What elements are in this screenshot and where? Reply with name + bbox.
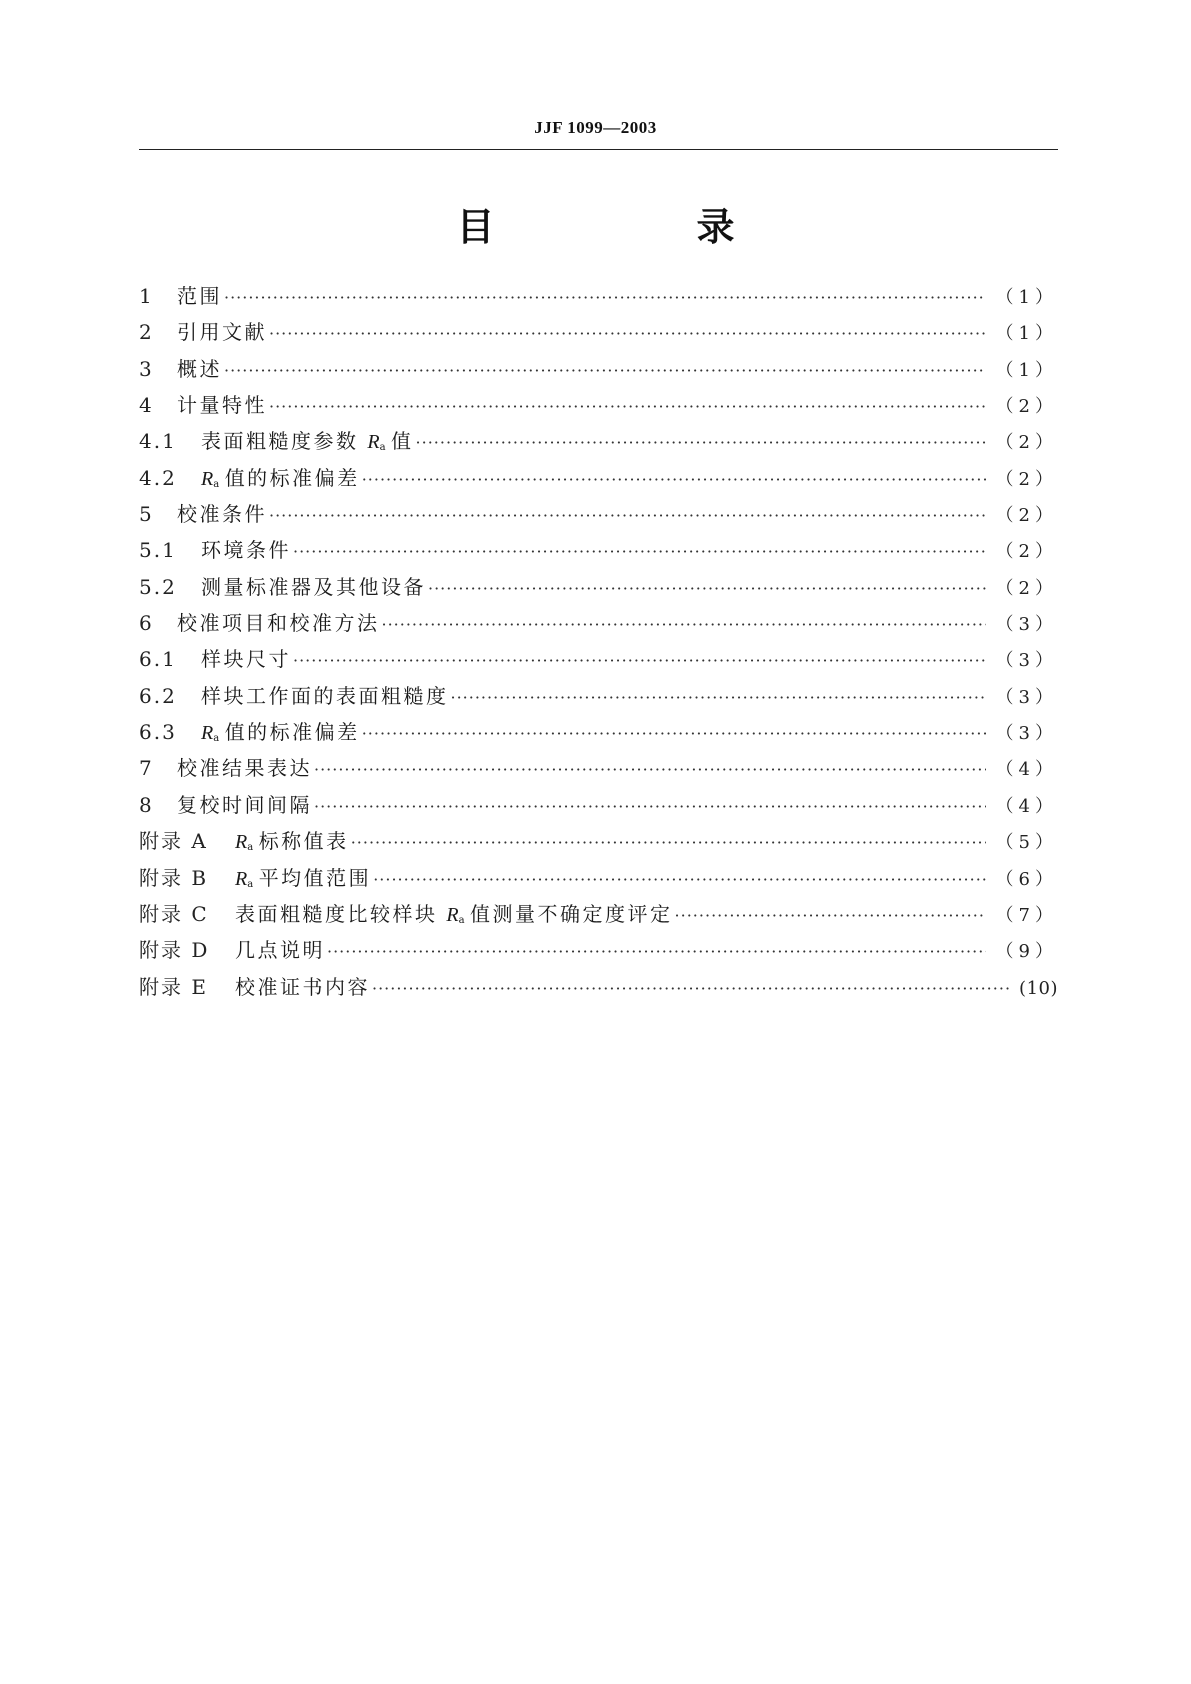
toc-entry-number: 4.2 (139, 465, 177, 490)
toc-entry-number: 5.2 (139, 574, 177, 599)
ra-symbol: R (235, 831, 248, 854)
toc-entry[interactable] (139, 351, 1058, 387)
toc-entry[interactable] (139, 460, 1058, 496)
toc-entry-title: $R_a$ 值的标准偏差 (201, 720, 360, 745)
toc-entry-number: 附录 C (139, 901, 209, 926)
toc-entry[interactable] (139, 678, 1058, 714)
toc-entry-number: 6.3 (139, 720, 177, 745)
toc-entry-number: 8 (139, 792, 154, 817)
ra-symbol: R (201, 722, 214, 745)
toc-entry-page: （2） (995, 468, 1058, 490)
toc-leader-dots (314, 752, 986, 788)
toc-leader-dots (373, 862, 985, 898)
toc-entry-number: 附录 B (139, 865, 209, 890)
toc-entry-page: （7） (995, 904, 1058, 926)
toc-entry-page: （2） (995, 432, 1058, 454)
ra-symbol: R (235, 867, 248, 890)
toc-entry-number: 附录 A (139, 829, 208, 854)
toc-entry-title: 校准项目和校准方法 (177, 611, 380, 636)
toc-entry-title: $R_a$ 值的标准偏差 (201, 465, 360, 490)
toc-entry-title: 表面粗糙度比较样块 $R_a$ 值测量不确定度评定 (235, 901, 673, 926)
toc-entry[interactable] (139, 714, 1058, 750)
toc-entry-page: （3） (995, 686, 1058, 708)
toc-entry[interactable] (139, 605, 1058, 641)
header-rule (139, 149, 1058, 150)
toc-entry-page: （4） (995, 759, 1058, 781)
toc-entry-title: 计量特性 (177, 393, 267, 418)
toc-entry-number: 6.1 (139, 647, 177, 672)
toc-entry-title: 环境条件 (201, 538, 291, 563)
toc-leader-dots (351, 825, 986, 861)
toc-entry[interactable] (139, 278, 1058, 314)
toc-entry-number: 附录 E (139, 974, 208, 999)
toc-entry-title: $R_a$ 标称值表 (235, 829, 349, 854)
toc-entry-number: 4 (139, 393, 154, 418)
toc-entry-number: 4.1 (139, 429, 177, 454)
ra-symbol: R (446, 903, 459, 926)
toc-entry[interactable] (139, 532, 1058, 568)
toc-entry[interactable] (139, 314, 1058, 350)
toc-leader-dots (269, 498, 986, 534)
toc-entry[interactable] (139, 750, 1058, 786)
toc-entry-page: （5） (995, 832, 1058, 854)
toc-entry-page: （1） (995, 359, 1058, 381)
toc-entry-title: 样块工作面的表面粗糙度 (201, 683, 449, 708)
toc-entry[interactable] (139, 823, 1058, 859)
toc-entry-title: 引用文献 (177, 320, 267, 345)
toc-entry-page: （9） (995, 941, 1058, 963)
toc-entry-number: 7 (139, 756, 154, 781)
toc-entry-number: 6 (139, 611, 154, 636)
ra-symbol: R (367, 431, 380, 454)
toc-leader-dots (269, 389, 986, 425)
toc-entry[interactable] (139, 932, 1058, 968)
toc-entry-title: 样块尺寸 (201, 647, 291, 672)
toc-entry-number: 3 (139, 356, 154, 381)
toc-leader-dots (372, 971, 1009, 1007)
toc-entry-title: $R_a$ 平均值范围 (235, 865, 372, 890)
toc-leader-dots (224, 353, 986, 389)
toc-entry-number: 6.2 (139, 683, 177, 708)
toc-leader-dots (675, 898, 986, 934)
toc-entry-page: （4） (995, 795, 1058, 817)
toc-entry-page: （6） (995, 868, 1058, 890)
table-of-contents (139, 278, 1058, 1005)
toc-entry-title: 复校时间间隔 (177, 792, 312, 817)
toc-leader-dots (382, 607, 986, 643)
toc-entry-title: 校准证书内容 (235, 974, 370, 999)
toc-leader-dots (362, 716, 986, 752)
toc-entry-number: 2 (139, 320, 154, 345)
toc-entry-title: 校准条件 (177, 502, 267, 527)
toc-leader-dots (416, 425, 986, 461)
toc-entry-page: （2） (995, 541, 1058, 563)
toc-entry-title: 校准结果表达 (177, 756, 312, 781)
toc-entry-page: （2） (995, 505, 1058, 527)
ra-symbol: R (201, 467, 214, 490)
toc-entry-page: (10) (1019, 977, 1058, 999)
toc-entry[interactable] (139, 423, 1058, 459)
toc-entry-page: （1） (995, 287, 1058, 308)
toc-leader-dots (269, 316, 986, 352)
toc-entry[interactable] (139, 496, 1058, 532)
toc-entry-title: 范围 (177, 284, 222, 308)
toc-leader-dots (293, 534, 986, 570)
toc-entry[interactable] (139, 387, 1058, 423)
toc-entry-number: 附录 D (139, 938, 210, 963)
toc-entry[interactable] (139, 896, 1058, 932)
toc-entry[interactable] (139, 969, 1058, 1005)
toc-entry-page: （3） (995, 650, 1058, 672)
toc-entry-number: 5 (139, 502, 154, 527)
toc-leader-dots (314, 789, 986, 825)
toc-entry-title: 概述 (177, 356, 222, 381)
toc-leader-dots (428, 571, 986, 607)
running-header: JJF 1099—2003 (534, 118, 657, 137)
toc-entry-page: （1） (995, 323, 1058, 345)
toc-entry-page: （2） (995, 396, 1058, 418)
toc-leader-dots (451, 680, 986, 716)
toc-entry-page: （2） (995, 577, 1058, 599)
toc-entry-title: 表面粗糙度参数 $R_a$ 值 (201, 429, 414, 454)
toc-leader-dots (327, 934, 986, 970)
toc-entry[interactable] (139, 860, 1058, 896)
toc-leader-dots (362, 462, 986, 498)
toc-entry[interactable] (139, 569, 1058, 605)
toc-leader-dots (293, 643, 986, 679)
toc-entry-number: 5.1 (139, 538, 177, 563)
toc-entry-title: 几点说明 (235, 938, 325, 963)
toc-entry-page: （3） (995, 614, 1058, 636)
toc-leader-dots (224, 280, 986, 316)
toc-entry[interactable] (139, 641, 1058, 677)
toc-entry-number: 1 (139, 284, 154, 308)
toc-entry-page: （3） (995, 723, 1058, 745)
toc-entry[interactable] (139, 787, 1058, 823)
page-title: 目 录 (456, 205, 817, 249)
toc-entry-title: 测量标准器及其他设备 (201, 574, 426, 599)
